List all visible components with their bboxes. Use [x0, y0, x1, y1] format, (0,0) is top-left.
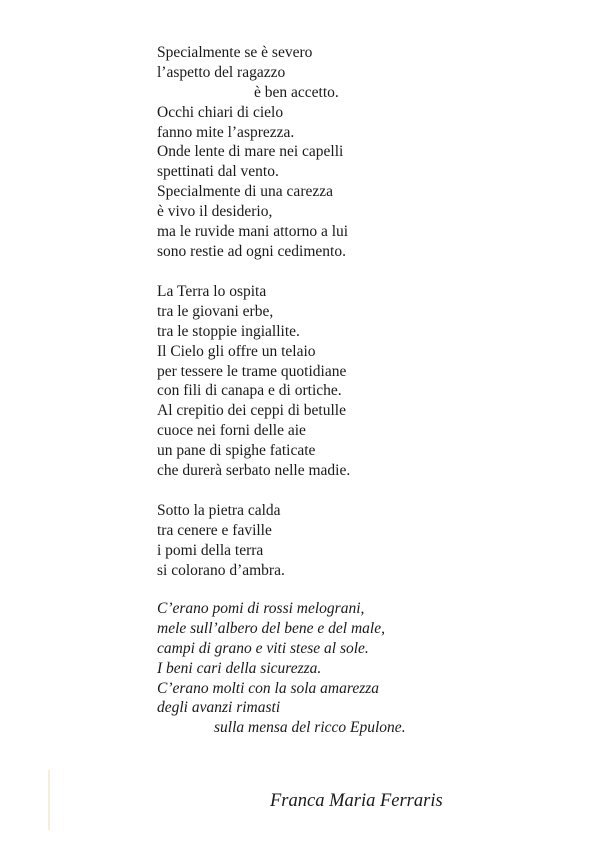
poem-line: Onde lente di mare nei capelli	[157, 143, 344, 161]
poem-line: un pane di spighe faticate	[157, 442, 316, 460]
poem-line: spettinati dal vento.	[157, 163, 279, 181]
poem-line: per tessere le trame quotidiane	[157, 362, 347, 380]
poem-line: ma le ruvide mani attorno a lui	[157, 223, 349, 241]
stanza-2	[157, 282, 350, 481]
poem-line: cuoce nei forni delle aie	[157, 422, 306, 440]
poem-line: Occhi chiari di cielo	[157, 103, 284, 121]
poem-line: è vivo il desiderio,	[157, 203, 273, 221]
poem-line: tra cenere e faville	[157, 521, 272, 539]
poem-line: campi di grano e viti stese al sole.	[157, 639, 369, 657]
poem-line: fanno mite l’asprezza.	[157, 123, 295, 141]
poem-line: Specialmente di una carezza	[157, 183, 333, 201]
poem-line: I beni cari della sicurezza.	[157, 659, 322, 677]
poem-line: sono restie ad ogni cedimento.	[157, 242, 346, 260]
poem-line: tra le stoppie ingiallite.	[157, 322, 300, 340]
poem-line: si colorano d’ambra.	[157, 561, 285, 579]
poem-line: Al crepitio dei ceppi di betulle	[157, 402, 346, 420]
author-signature: Franca Maria Ferraris	[270, 791, 443, 811]
poem-line: i pomi della terra	[157, 541, 264, 559]
stanza-1	[157, 43, 348, 262]
poem-line: è ben accetto.	[254, 83, 339, 101]
stanza-4	[157, 599, 406, 738]
poem-line: mele sull’albero del bene e del male,	[157, 619, 385, 637]
poem-line: La Terra lo ospita	[157, 283, 267, 300]
poem-line: con fili di canapa e di ortiche.	[157, 382, 342, 400]
poem-line: degli avanzi rimasti	[157, 699, 281, 717]
stanza-3	[157, 501, 285, 581]
poem-line: l’aspetto del ragazzo	[157, 63, 286, 81]
poem-line: C’erano molti con la sola amarezza	[157, 679, 380, 697]
poem-line: Il Cielo gli offre un telaio	[157, 342, 316, 360]
poem-line: Specialmente se è severo	[157, 44, 313, 61]
poem-line: Sotto la pietra calda	[157, 502, 281, 519]
page-margin-mark	[48, 770, 50, 830]
poem-line: sulla mensa del ricco Epulone.	[214, 719, 406, 737]
poem-line: tra le giovani erbe,	[157, 302, 274, 320]
poem-line: C’erano pomi di rossi melograni,	[157, 600, 365, 617]
poem-line: che durerà serbato nelle madie.	[157, 462, 351, 480]
